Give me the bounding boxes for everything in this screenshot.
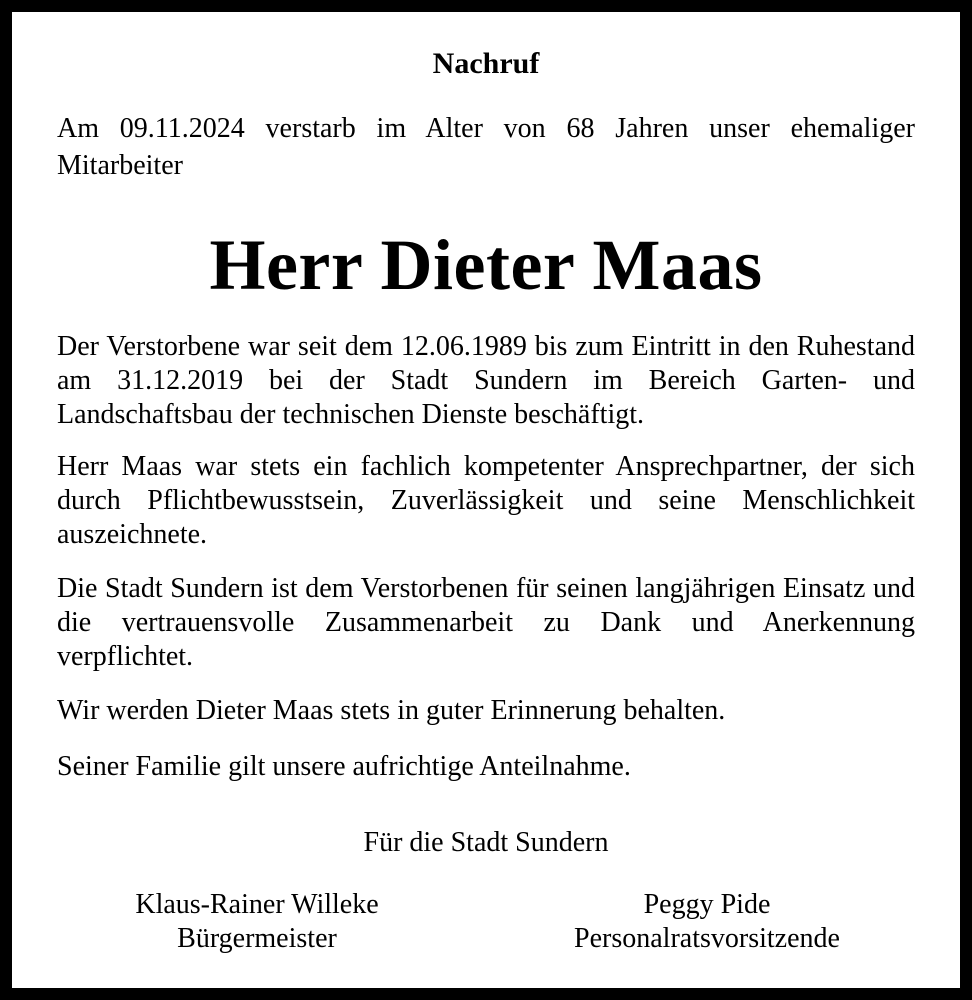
paragraph-gratitude: Die Stadt Sundern ist dem Verstorbenen für seinen langjährigen Einsatz und die vertrauensvolle Zusammenarbeit zu Dank und Anerkennung verpflichtet. [57, 573, 915, 672]
notice-title: Nachruf [432, 47, 540, 80]
paragraph-condolence: Seiner Familie gilt unsere aufrichtige Anteilnahme. [57, 751, 631, 782]
signatory-name: Peggy Pide [643, 889, 771, 920]
signature-block-right [517, 888, 897, 956]
signatory-name: Klaus-Rainer Willeke [135, 889, 379, 920]
paragraph-employment: Der Verstorbene war seit dem 12.06.1989 bis zum Eintritt in den Ruhestand am 31.12.2019 bei der Stadt Sundern im Bereich Garten- und Landschaftsbau der technischen Dienste beschäftigt. [57, 331, 915, 430]
deceased-name: Herr Dieter Maas [209, 225, 763, 305]
signature-block-left [97, 888, 417, 956]
paragraph-remembrance: Wir werden Dieter Maas stets in guter Erinnerung behalten. [57, 695, 726, 726]
paragraph-character: Herr Maas war stets ein fachlich kompetenter Ansprechpartner, der sich durch Pflichtbewusstsein, Zuverlässigkeit und seine Menschlichkeit auszeichnete. [57, 451, 915, 550]
signatory-role: Personalratsvorsitzende [574, 923, 840, 954]
signatory-role: Bürgermeister [177, 923, 337, 954]
organization-line: Für die Stadt Sundern [363, 827, 609, 858]
notice-intro: Am 09.11.2024 verstarb im Alter von 68 Jahren unser ehemaliger Mitarbeiter [57, 113, 915, 181]
